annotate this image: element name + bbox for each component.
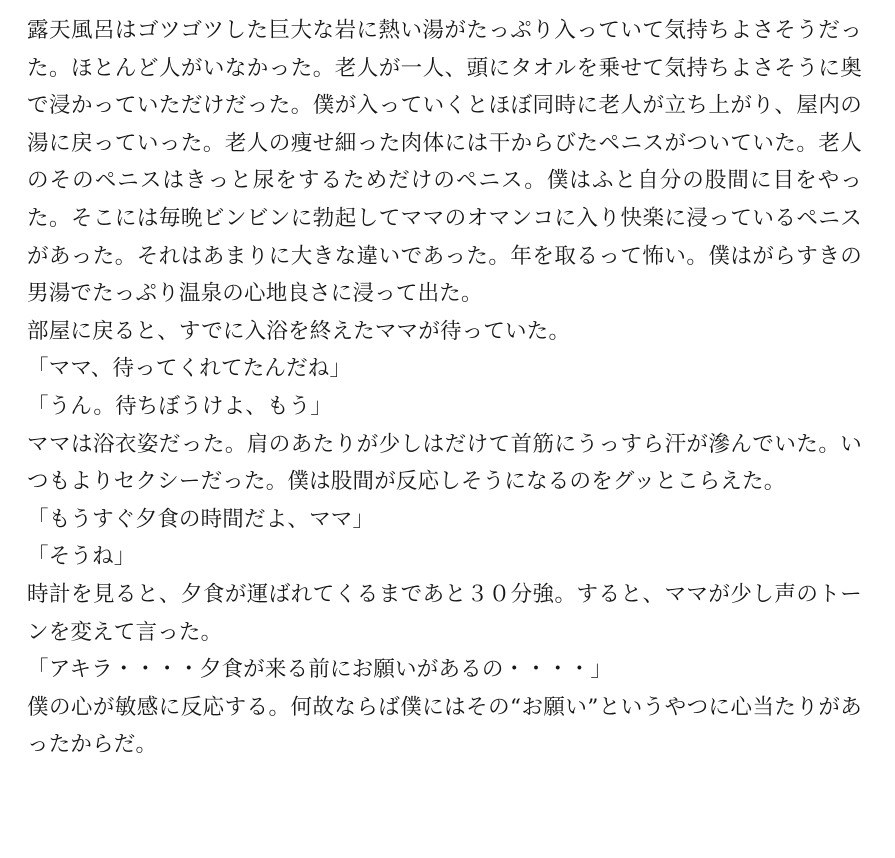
dialogue-line: 「もうすぐ夕食の時間だよ、ママ」 (27, 506, 375, 532)
paragraph: ママは浴衣姿だった。肩のあたりが少しはだけて首筋にうっすら汗が滲んでいた。いつもよりセクシーだった。僕は股間が反応しそうになるのをグッとこらえた。 (27, 431, 862, 495)
dialogue-line: 「ママ、待ってくれてたんだね」 (27, 356, 352, 382)
paragraph: 時計を見ると、夕食が運ばれてくるまであと３０分強。すると、ママが少し声のトーンを変えて言った。 (27, 581, 862, 645)
paragraph: 部屋に戻ると、すでに入浴を終えたママが待っていた。 (27, 318, 571, 344)
paragraph: 僕の心が敏感に反応する。何故ならば僕にはその“お願い”というやつに心当たりがあったからだ。 (27, 694, 862, 758)
paragraph: 露天風呂はゴツゴツした巨大な岩に熱い湯がたっぷり入っていて気持ちよさそうだった。ほとんど人がいなかった。老人が一人、頭にタオルを乗せて気持ちよさそうに奥で浸かっていただけだった。僕が入っていくとほぼ同時に老人が立ち上がり、屋内の湯に戻っていった。老人の痩せ細った肉体には干からびたペニスがついていた。老人のそのペニスはきっと尿をするためだけのペニス。僕はふと自分の股間に目をやった。そこには毎晩ビンビンに勃起してママのオマンコに入り快楽に浸っているペニスがあった。それはあまりに大きな違いであった。年を取るって怖い。僕はがらすきの男湯でたっぷり温泉の心地良さに浸って出た。 (27, 18, 862, 307)
dialogue-line: 「アキラ・・・・夕食が来る前にお願いがあるの・・・・」 (27, 657, 613, 683)
dialogue-line: 「そうね」 (27, 544, 136, 570)
dialogue-line: 「うん。待ちぼうけよ、もう」 (27, 393, 333, 419)
